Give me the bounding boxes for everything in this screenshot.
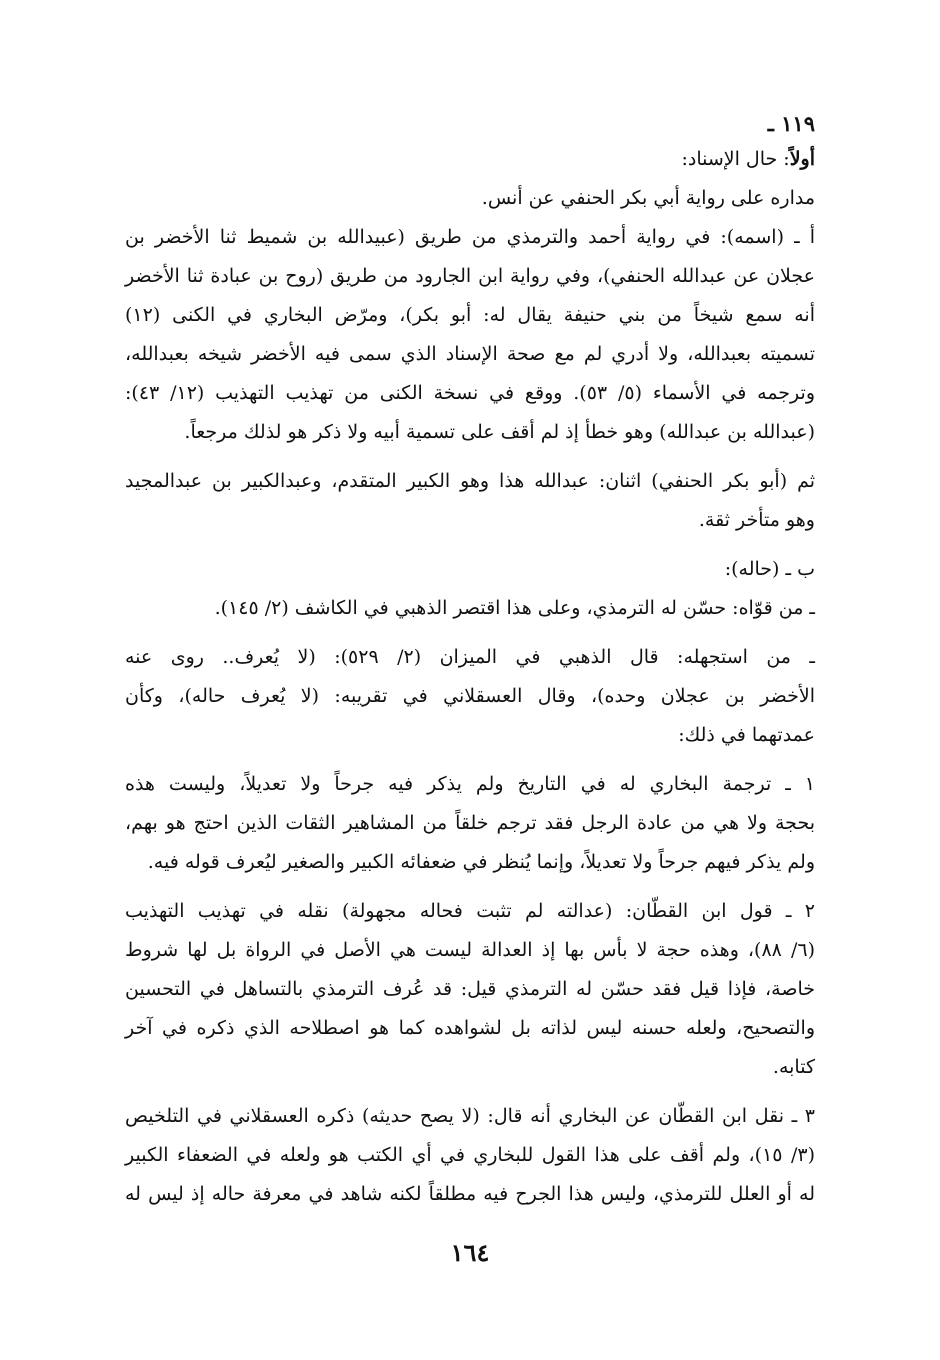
text-line: (٦/ ٨٨)، وهذه حجة لا بأس بها إذ العدالة ليست هي الأصل في الرواة بل لها شروط xyxy=(125,939,815,961)
heading-first-word: أولاً xyxy=(789,148,815,170)
paragraph-name xyxy=(125,218,815,452)
text-line: أ ـ (اسمه): في رواية أحمد والترمذي من طريق (عبيدالله بن شميط ثنا الأخضر بن xyxy=(125,226,815,248)
text-line: كتابه. xyxy=(772,1056,815,1078)
paragraph-weaken xyxy=(125,638,815,755)
page-number: ١٦٤ xyxy=(450,1238,490,1267)
paragraph-point-3 xyxy=(125,1097,815,1214)
text-line: والتصحيح، ولعله حسنه ليس لذاته بل لشواهده كما هو اصطلاحه الذي ذكره في آخر xyxy=(125,1017,815,1039)
text-line: ١ ـ ترجمة البخاري له في التاريخ ولم يذكر فيه جرحاً ولا تعديلاً، وليست هذه xyxy=(125,773,815,795)
text-line: ٢ ـ قول ابن القطّان: (عدالته لم تثبت فحاله مجهولة) نقله في تهذيب التهذيب xyxy=(125,900,815,922)
heading-rest: : حال الإسناد: xyxy=(681,148,790,170)
section-heading xyxy=(125,140,815,179)
text-line: (عبدالله بن عبدالله) وهو خطأ إذ لم أقف على تسمية أبيه ولا ذكر هو لذلك مرجعاً. xyxy=(184,421,815,443)
text-line: بحجة ولا هي من عادة الرجل فقد ترجم خلقاً من المشاهير الثقات الذين احتج هو بهم، xyxy=(125,812,815,834)
intro-line: مداره على رواية أبي بكر الحنفي عن أنس. xyxy=(481,187,815,209)
text-line: ٣ ـ نقل ابن القطّان عن البخاري أنه قال: (لا يصح حديثه) ذكره العسقلاني في التلخيص xyxy=(125,1105,815,1127)
entry-number: ١١٩ ـ xyxy=(767,111,815,136)
paragraph-point-1 xyxy=(125,765,815,882)
text-line: عمدتهما في ذلك: xyxy=(678,724,815,746)
text-line: ولم يذكر فيهم جرحاً ولا تعديلاً، وإنما يُنظر في ضعفائه الكبير والصغير ليُعرف قوله فيه. xyxy=(147,851,815,873)
text-line: له أو العلل للترمذي، وليس هذا الجرح فيه مطلقاً لكنه شاهد في معرفة حاله إذ ليس له xyxy=(125,1183,815,1205)
text-line: تسميته بعبدالله، ولا أدري لم مع صحة الإسناد الذي سمى فيه الأخضر شيخه بعبدالله، xyxy=(125,343,815,365)
paragraph-strengthen xyxy=(125,589,815,628)
text-line: أنه سمع شيخاً من بني حنيفة يقال له: أبو بكر)، ومرّض البخاري في الكنى (١٢) xyxy=(125,304,815,326)
text-line: خاصة، فإذا قيل فقد حسّن له الترمذي قيل: قد عُرف الترمذي بالتساهل في التحسين xyxy=(125,978,815,1000)
paragraph-abu-bakr xyxy=(125,462,815,540)
text-line: عجلان عن عبدالله الحنفي)، وفي رواية ابن الجارود من طريق (روح بن عبادة ثنا الأخضر xyxy=(125,265,815,287)
text-line: وهو متأخر ثقة. xyxy=(698,509,815,531)
text-line: (٣/ ١٥)، ولم أقف على هذا القول للبخاري في أي الكتب هو ولعله في الضعفاء الكبير xyxy=(125,1144,815,1166)
text-line: ثم (أبو بكر الحنفي) اثنان: عبدالله هذا وهو الكبير المتقدم، وعبدالكبير بن عبدالمجيد xyxy=(125,470,815,492)
page-body xyxy=(125,108,815,1224)
text-line: وترجمه في الأسماء (٥/ ٥٣). ووقع في نسخة الكنى من تهذيب التهذيب (١٢/ ٤٣): xyxy=(125,382,815,404)
text-line: ـ من استجهله: قال الذهبي في الميزان (٢/ ٥٢٩): (لا يُعرف.. روى عنه xyxy=(125,646,815,668)
subheading-status: ب ـ (حاله): xyxy=(724,558,815,580)
paragraph-point-2 xyxy=(125,892,815,1087)
text-line: ـ من قوّاه: حسّن له الترمذي، وعلى هذا اقتصر الذهبي في الكاشف (٢/ ١٤٥). xyxy=(214,597,815,619)
text-line: الأخضر بن عجلان وحده)، وقال العسقلاني في تقريبه: (لا يُعرف حاله)، وكأن xyxy=(125,685,815,707)
